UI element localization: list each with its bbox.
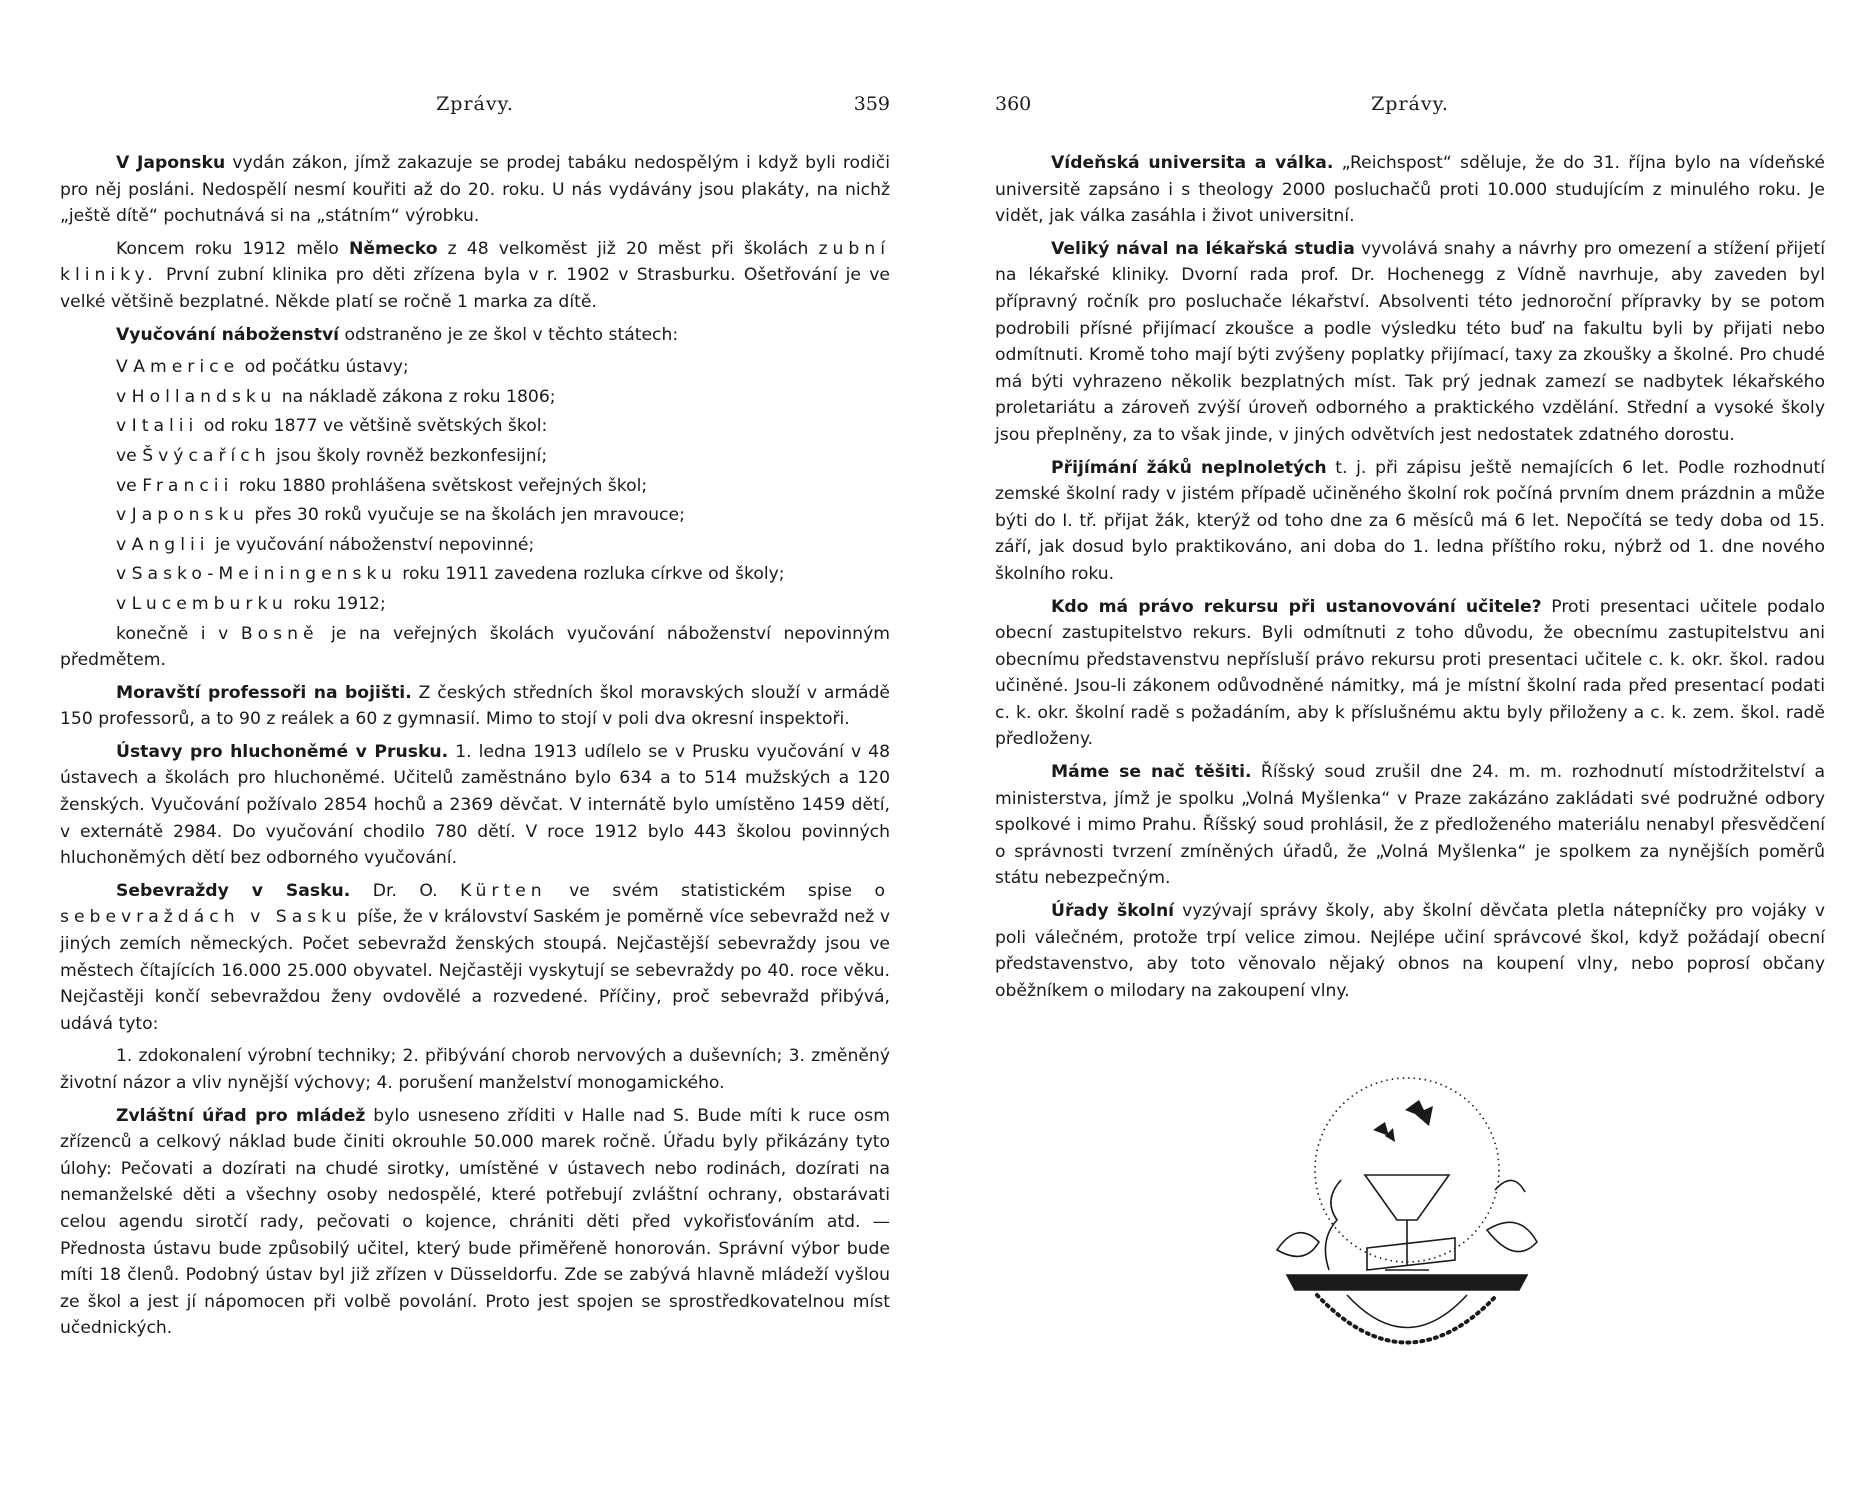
- article-text: z 48 velkoměst již 20 měst při školách: [447, 238, 809, 259]
- list-lead: ve: [116, 475, 137, 496]
- list-rest: od počátku ústavy;: [244, 357, 409, 378]
- butterfly-small-icon: [1373, 1122, 1395, 1142]
- article-text: „Reichspost“ sděluje, že do 31. října bylo na vídeňské universitě zapsáno i s theology 2000 posluchačů proti 10.000 studujícím z minulého roku. Je vidět, jak válka zasáhla i život universitní.: [995, 153, 1825, 227]
- article-text: bylo usneseno zříditi v Halle nad S. Bude míti k ruce osm zřízenců a celkový náklad bude činiti okrouhle 50.000 marek ročně. Úřadu byly přikázány tyto úlohy: Pečovati a dozírati na chudé sirotky, umístěné v ústavech nebo rodinách, dozírati na nemanželské děti a všechny osoby nedospělé, které potřebují zvláštní ochrany, obstarávati celou agendu sirotčí rady, pečovati o kojence, chrániti děti před vykořisťováním atd. — Přednosta ústavu bude způsobilý učitel, který bude přiměřeně honorován. Správní výbor bude míti 18 členů. Podobný ústav byl již zřízen v Düsseldorfu. Zde se zabývá hlavně mládeží vyšlou ze škol a jest jí nápomocen při volbě povolání. Proto jest spojen se sprostředkovatelnou míst učednických.: [60, 1105, 890, 1339]
- article-heading: Vyučování náboženství: [116, 324, 340, 345]
- list-lead: V: [116, 357, 128, 378]
- article-neplnoleti: [995, 455, 1825, 588]
- country-name: Francii: [142, 475, 234, 496]
- running-head-right: [995, 93, 1825, 123]
- list-rest: jsou školy rovněž bezkonfesijní;: [276, 445, 548, 466]
- country-name: Švýcařích: [142, 445, 271, 466]
- spaced-text: zubní kliniky.: [60, 238, 891, 286]
- article-nabozenstvi: [60, 322, 890, 349]
- article-japonsko: [60, 150, 890, 230]
- article-heading: Německo: [348, 238, 438, 259]
- page-number: 360: [995, 93, 1032, 115]
- article-text: Z českých středních škol moravských slouží v armádě 150 professorů, a to 90 z reálek a 60 z gymnasií. Mimo to stojí v poli dva okresní inspektoři.: [60, 682, 890, 730]
- country-name: Americe: [133, 357, 240, 378]
- list-rest: přes 30 roků vyučuje se na školách jen mravouce;: [254, 505, 685, 526]
- list-rest: na nákladě zákona z roku 1806;: [281, 386, 556, 407]
- list-rest: roku 1880 prohlášena světskost veřejných škol;: [238, 475, 648, 496]
- article-text: vyzývají správy školy, aby školní děvčata pletla nátepníčky pro vojáky v poli válečném, protože trpí velice zimou. Nejlépe učiní správcové škol, když požádají obecní představenstvo, aby toto věnovalo nějaký obnos na koupení vlny, nebo poprosí občany oběžníkem o milodary na zakoupení vlny.: [995, 901, 1825, 1001]
- country-name: Anglii: [131, 534, 210, 555]
- country-list-item: [60, 443, 890, 470]
- rose-left-icon: [1277, 1233, 1319, 1257]
- article-profesori: [60, 680, 890, 733]
- article-heading: V Japonsku: [116, 153, 226, 173]
- spaced-text: o sebevraždách v Sasku: [60, 880, 891, 928]
- list-rest: je vyučování náboženství nepovinné;: [215, 534, 535, 555]
- right-page-body: [995, 150, 1825, 1010]
- article-urady: [995, 898, 1825, 1004]
- country-list-item: [60, 591, 890, 618]
- article-text: je na veřejných školách vyučování náboženství nepovinným předmětem.: [60, 623, 890, 671]
- list-lead: v: [116, 593, 127, 614]
- country-name: Hollandsku: [131, 386, 277, 407]
- article-nemecko: [60, 236, 890, 316]
- article-text: odstraněno je ze škol v těchto státech:: [344, 324, 679, 345]
- article-heading: Úřady školní: [1051, 901, 1175, 922]
- running-title: Zprávy.: [1371, 93, 1449, 115]
- list-rest: roku 1912;: [293, 593, 386, 614]
- article-heading: Přijímání žáků neplnoletých: [1051, 457, 1327, 478]
- running-title: Zprávy.: [436, 93, 514, 115]
- article-heading: Máme se nač těšiti.: [1051, 762, 1252, 783]
- left-page: [60, 0, 890, 1500]
- butterfly-icon: [1405, 1100, 1433, 1126]
- country-name: Italii: [131, 416, 199, 437]
- article-text: vydán zákon, jímž zakazuje se prodej tabáku nedospělým i když byli rodiči pro něj posláni. Nedospělí nesmí kouřiti až do 20. roku. U nás vydávány jsou plakáty, na nichž „ještě dítě“ pochutnává si na „státním“ výrobku.: [60, 153, 890, 227]
- country-list-item: [60, 354, 890, 381]
- list-lead: v: [116, 416, 127, 437]
- left-page-body: [60, 150, 890, 1348]
- article-text: Říšský soud zrušil dne 24. m. m. rozhodnutí místodržitelství a ministerstva, jímž je spolku „Volná Myšlenka“ v Praze zakázáno zakládati své podružné odbory spolkové i mimo Prahu. Říšský soud prohlásil, že z předloženého materiálu nenabyl přesvědčení o správnosti tvrzení zmíněných úřadů, že „Volná Myšlenka“ je spolkem za nynějších poměrů státu nebezpečným.: [995, 762, 1825, 889]
- article-heading: Vídeňská universita a válka.: [1051, 153, 1334, 173]
- article-rekurs: [995, 594, 1825, 754]
- bead-garland-icon: [1317, 1295, 1497, 1343]
- article-text: konečně i v: [116, 623, 229, 644]
- leaf-icon: [1495, 1180, 1525, 1192]
- country-name: Sasko-Meiningensku: [131, 564, 397, 585]
- article-heading: Sebevraždy v Sasku.: [116, 880, 351, 901]
- article-text: píše, že v království Saském je poměrně více sebevražd než v jiných zemích německých. Počet sebevražd ženských stoupá. Nejčastější sebevraždy jsou ve městech čítajících 16.000 25.000 obyvatel. Nejčastěji vyskytují se sebevraždy po 40. roce věku. Nejčastěji končí sebevraždou ženy ovdovělé a rozvedené. Příčiny, proč sebevražd přibývá, udává tyto:: [60, 907, 890, 1034]
- country-name: Bosně: [240, 623, 319, 644]
- country-list-item: [60, 413, 890, 440]
- list-lead: v: [116, 505, 127, 526]
- article-sebevrazdy-causes: 1. zdokonalení výrobní techniky; 2. přibývání chorob nervových a duševních; 3. změněný životní názor a vliv nynější výchovy; 4. porušení manželství monogamického.: [60, 1046, 890, 1093]
- country-name: Japonsku: [131, 505, 249, 526]
- list-lead: v: [116, 534, 127, 555]
- country-list-item: [60, 502, 890, 529]
- country-list-item: [60, 473, 890, 500]
- country-list-item: [60, 561, 890, 588]
- list-rest: roku 1911 zavedena rozluka církve od školy;: [402, 564, 785, 585]
- shelf-icon: [1287, 1275, 1527, 1290]
- rose-right-icon: [1487, 1222, 1537, 1251]
- country-list-item: [60, 384, 890, 411]
- decorative-vignette: [1257, 1070, 1557, 1400]
- book-icon: [1367, 1238, 1455, 1270]
- article-tesiti: [995, 759, 1825, 892]
- running-head-left: [60, 93, 890, 123]
- list-lead: v: [116, 386, 127, 407]
- country-list: [60, 354, 890, 617]
- right-page: [995, 0, 1825, 1500]
- article-heading: Kdo má právo rekursu při ustanovování učitele?: [1051, 596, 1542, 617]
- article-text: ve svém statistickém spise: [569, 880, 853, 901]
- article-text: 1. ledna 1913 udílelo se v Prusku vyučování v 48 ústavech a školách pro hluchoněmé. Učitelů zaměstnáno bylo 634 a to 514 mužských a 120 ženských. Vyučování požívalo 2854 hochů a 2369 děvčat. V internátě bylo umístěno 1459 dětí, v externátě 2984. Do vyučování chodilo 780 dětí. V roce 1912 bylo 443 školou povinných hluchoněmých dětí bez odborného vyučování.: [60, 741, 891, 869]
- article-sebevrazdy: [60, 878, 890, 1038]
- smoke-icon: [1325, 1180, 1341, 1270]
- article-mladez: [60, 1103, 890, 1342]
- article-text: Proti presentaci učitele podalo obecní zastupitelstvo rekurs. Byli odmítnuti z toho důvodu, že obecnímu zastupitelstvu ani obecnímu představenstvu nepřísluší právo rekursu proti presentaci učitele c. k. okr. škol. radou učiněné. Jsou-li zákonem odůvodněné námitky, má je místní školní rada před presentací podati c. k. okr. školní radě s požadáním, aby k příslušnému aktu byly přiloženy a c. k. zem. škol. radě předloženy.: [995, 596, 1825, 750]
- article-heading: Moravští professoři na bojišti.: [116, 682, 412, 703]
- article-videnska: [995, 150, 1825, 230]
- article-lekarska: [995, 236, 1825, 449]
- country-list-item: [60, 532, 890, 559]
- article-nabozenstvi-closing: [60, 621, 890, 674]
- article-text: vyvolává snahy a návrhy pro omezení a stížení přijetí na lékařské kliniky. Dvorní rada prof. Dr. Hochenegg z Vídně navrhuje, aby zaveden byl přípravný ročník pro posluchače lékařství. Absolventi této jednoroční přípravky by se potom podrobili přísné přijímací zkoušce a podle výsledku této buď na fakultu byli by přijati nebo odmítnuti. Kromě toho mají býti zvýšeny poplatky přijímací, taxy za zkoušky a školné. Pro chudé má býti vyhrazeno několik bezplatných míst. Tak prý jednak zamezí se nadbytek lékařského proletariátu a zároveň zvýší úroveň odborného a praktického vzdělání. Střední a vysoké školy jsou přeplněny, za to však jinde, v jiných odvětvích jest nedostatek zdatného dorostu.: [995, 238, 1825, 445]
- article-text: Dr. O.: [372, 880, 438, 901]
- list-rest: od roku 1877 ve většině světských škol:: [203, 416, 548, 437]
- article-heading: Ústavy pro hluchoněmé v Prusku.: [116, 741, 449, 762]
- article-hluchonemi: [60, 739, 890, 872]
- article-text: Koncem roku 1912 mělo: [116, 238, 339, 259]
- list-lead: ve: [116, 445, 137, 466]
- article-heading: Veliký nával na lékařská studia: [1051, 238, 1355, 259]
- goblet-bowl-icon: [1365, 1175, 1449, 1220]
- page-number: 359: [853, 93, 890, 115]
- article-heading: Zvláštní úřad pro mládež: [116, 1105, 366, 1126]
- cartouche-icon: [1347, 1295, 1467, 1328]
- country-name: Lucemburku: [131, 593, 288, 614]
- article-text: t. j. při zápisu ještě nemajících 6 let. Podle rozhodnutí zemské školní rady v jistém případě učiněného školní rok počíná prvním dnem prázdnin a může býti do I. tř. přijat žák, kterýž od toho dne za 6 měsíců má 6 let. Nepočítá se tedy doba od 15. září, jak dosud bylo praktikováno, ani doba do 1. ledna příštího roku, nýbrž od 1. dne nového školního roku.: [995, 457, 1825, 584]
- author-name: Kürten: [460, 880, 547, 901]
- article-text: První zubní klinika pro děti zřízena byla v r. 1902 v Strasburku. Ošetřování je ve velké většině bezplatné. Někde platí se ročně 1 marka za dítě.: [60, 265, 890, 312]
- list-lead: v: [116, 564, 127, 585]
